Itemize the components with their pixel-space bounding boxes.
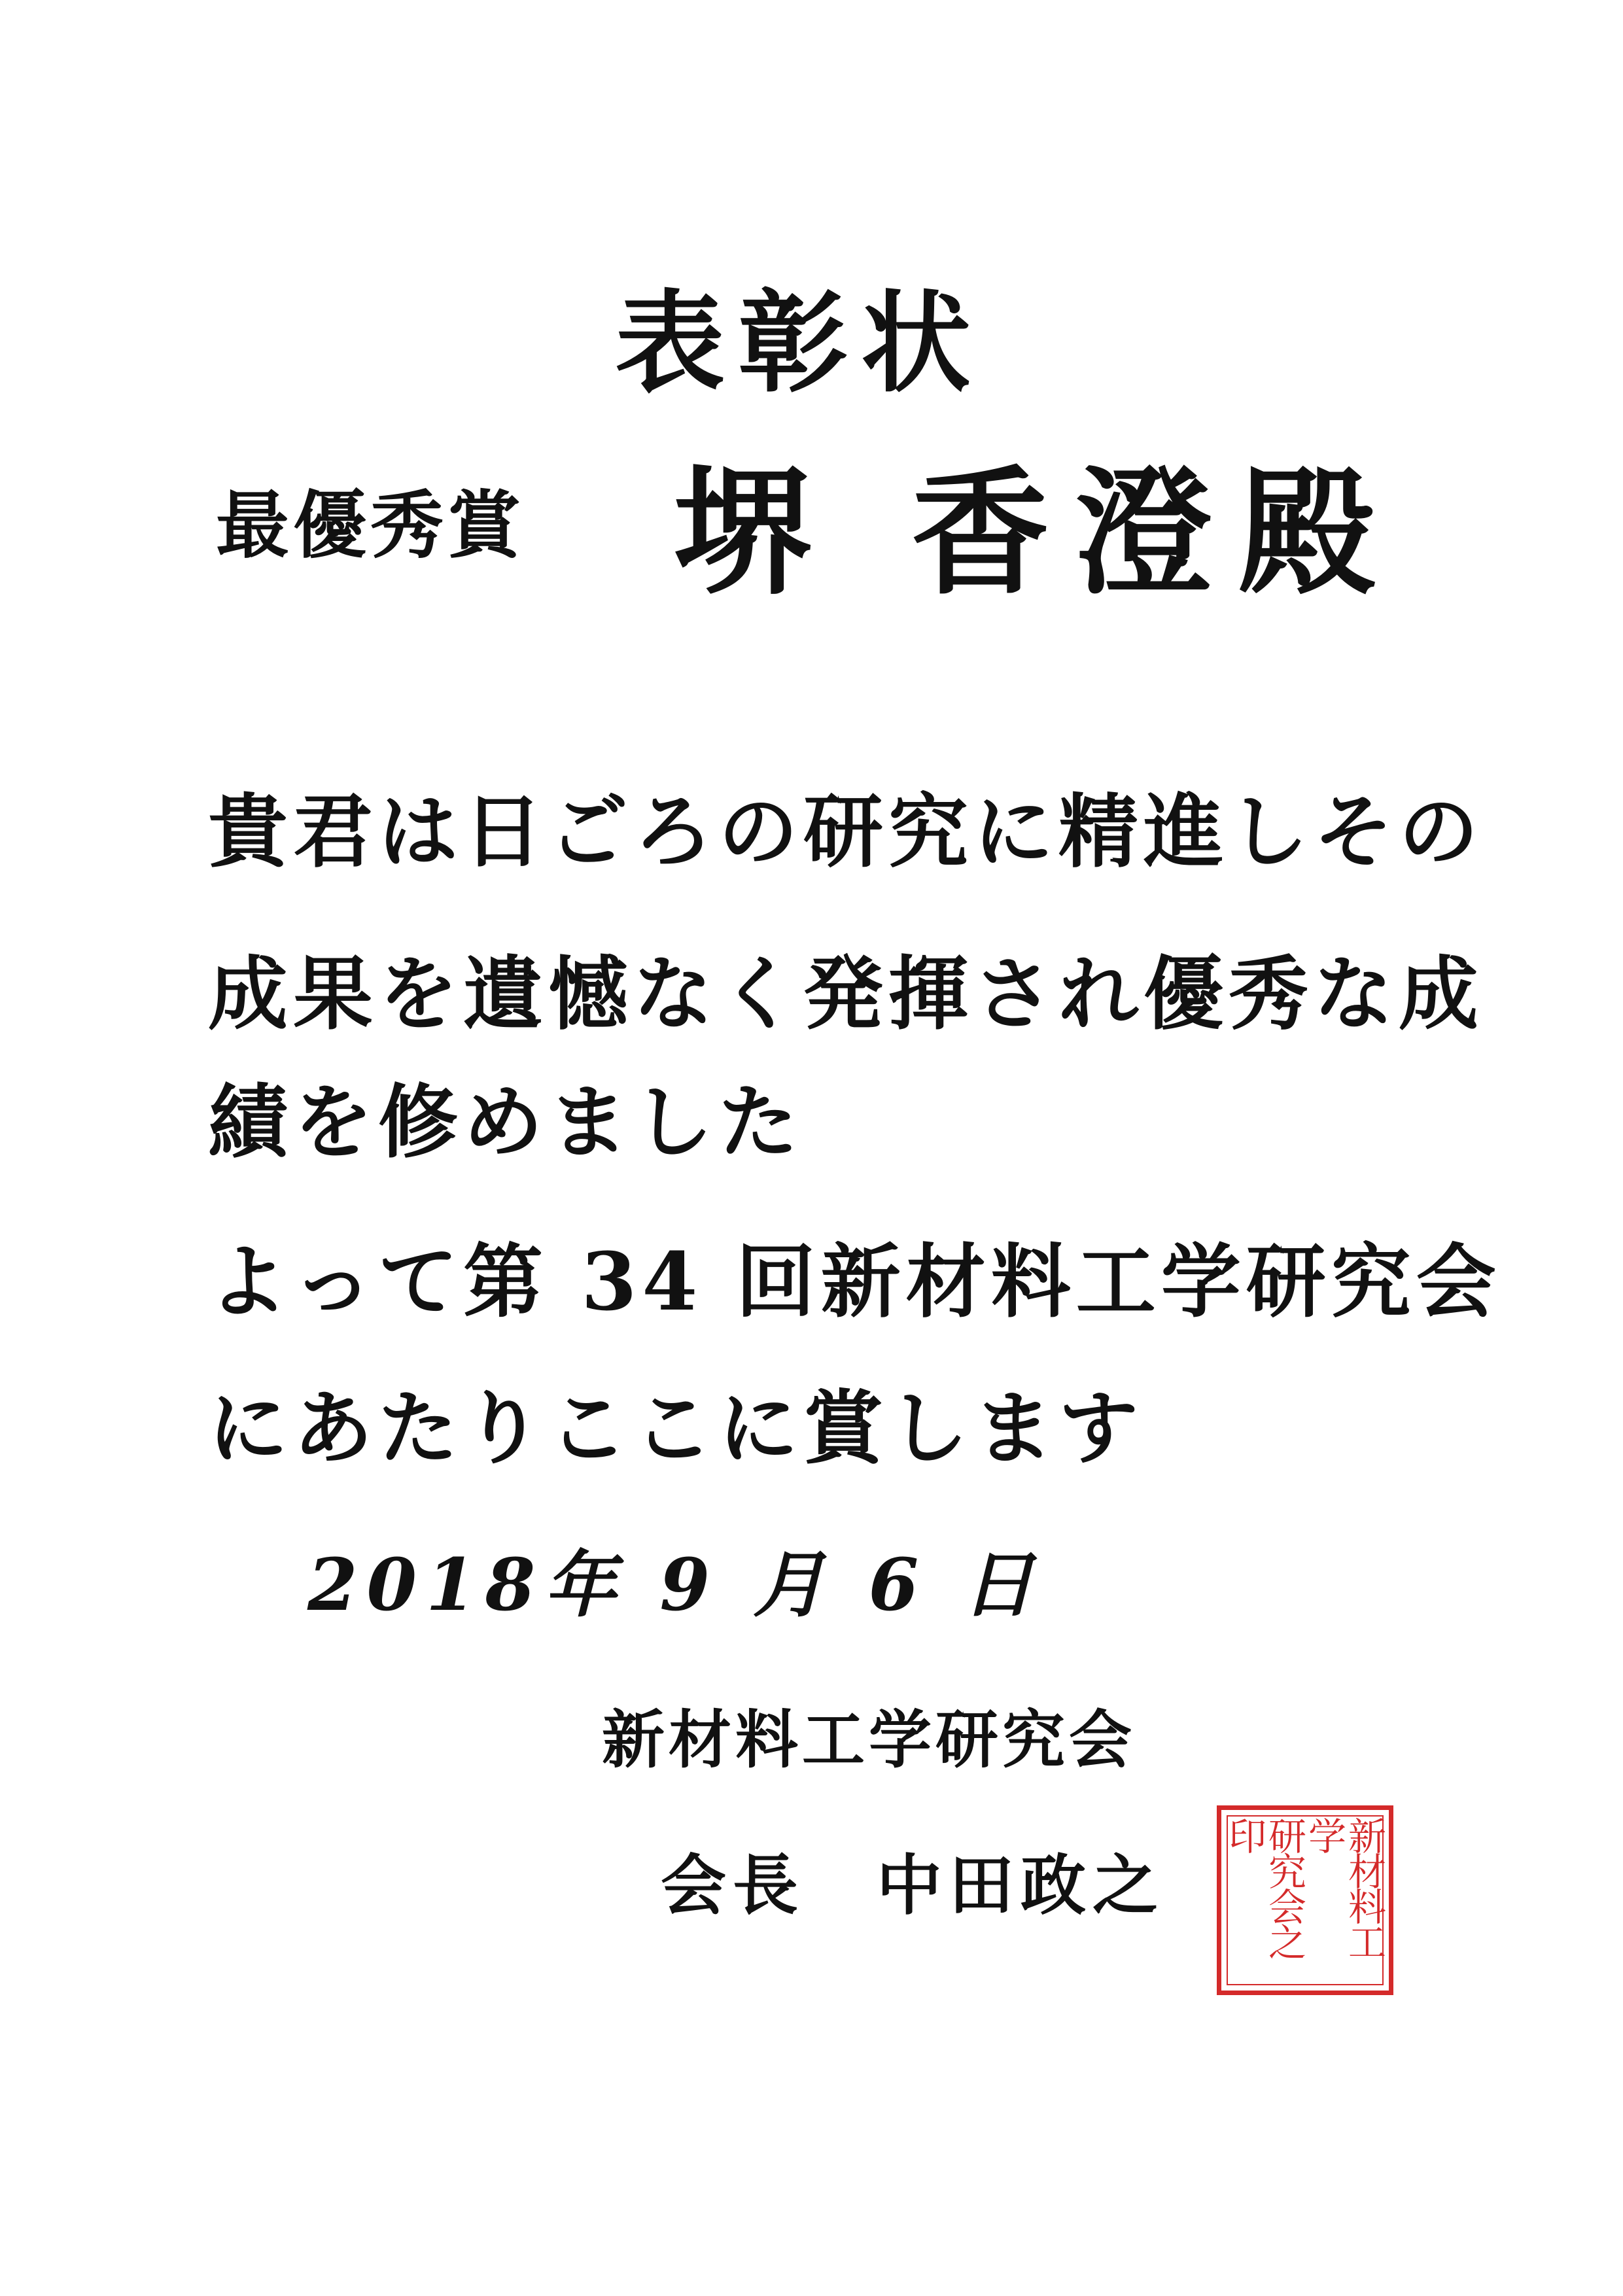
president-signature: 会長 中田政之 [661, 1847, 1164, 1924]
body-line-3: 績を修めました [208, 1075, 803, 1169]
award-name: 最優秀賞 [216, 483, 525, 568]
body-line-2: 成果を遺憾なく発揮され優秀な成 [208, 947, 1484, 1041]
certificate-title: 表彰状 [615, 278, 984, 408]
body-line-5: にあたりここに賞します [208, 1381, 1143, 1475]
organization-name: 新材料工学研究会 [602, 1703, 1136, 1777]
body-line-1: 貴君は日ごろの研究に精進しその [208, 784, 1484, 878]
body-line-4: よって第 34 回新材料工学研究会 [208, 1234, 1501, 1329]
red-seal-stamp [1217, 1805, 1393, 1995]
recipient-name: 堺 香澄殿 [674, 452, 1403, 614]
issue-date: 2018年 9 月 6 日 [307, 1542, 1043, 1627]
seal-text-left: 研究会之印 [1222, 1817, 1306, 1958]
seal-text-right: 新材料工学 [1302, 1817, 1386, 1958]
